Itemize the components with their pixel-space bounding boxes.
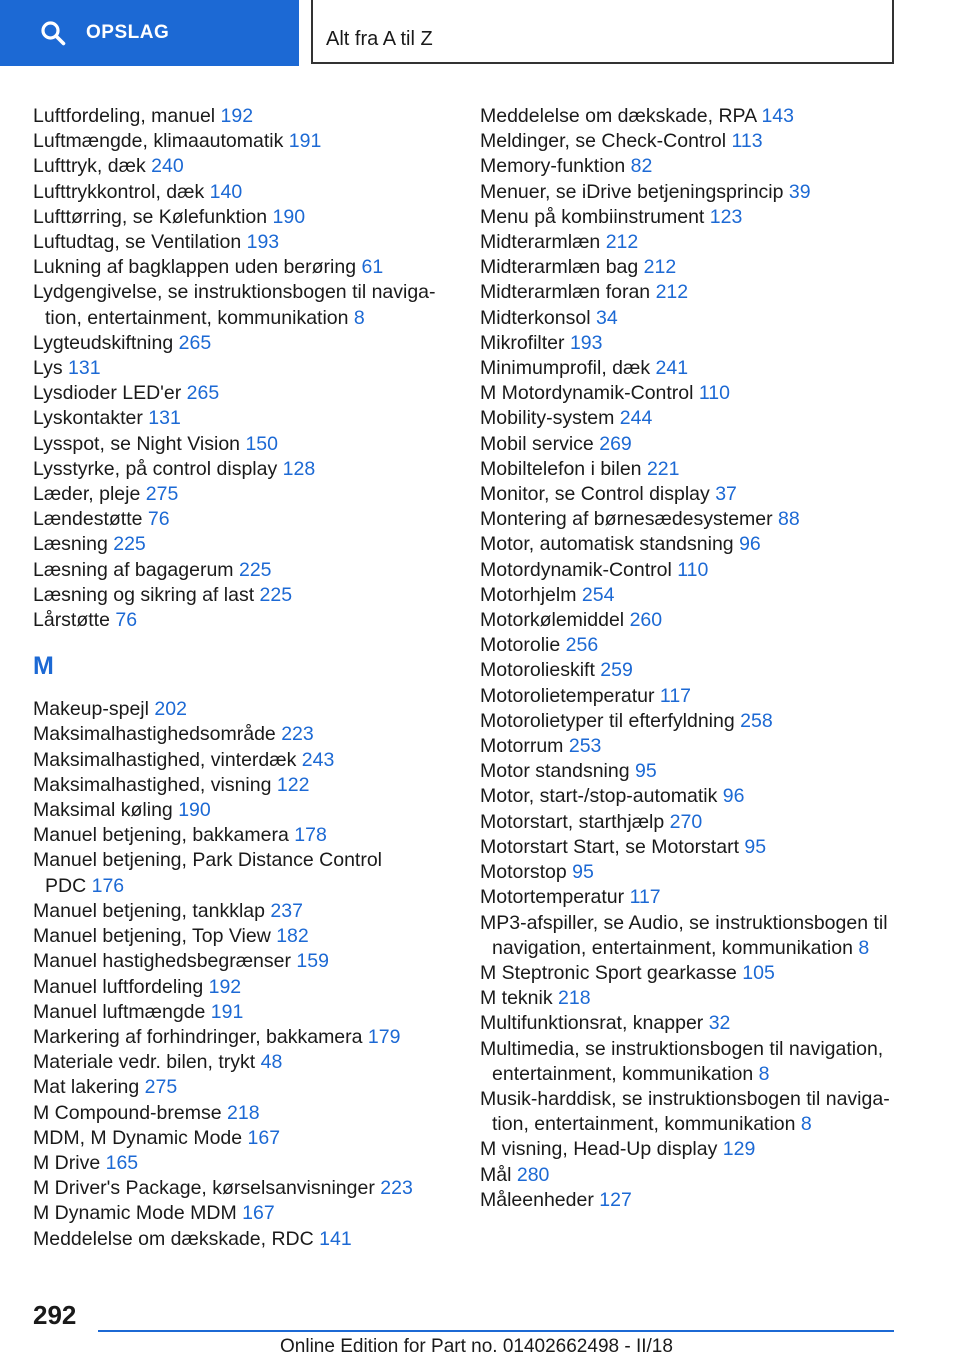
page-link[interactable]: 140 [209,180,243,203]
index-entry [33,608,453,633]
entry-text: Monitor, se Control display [480,483,710,506]
entry-text: Motor standsning [480,760,630,783]
index-entry [480,684,925,709]
entry-text: Motorstop [480,861,567,884]
entry-text: Læsning af bagagerum [33,558,234,581]
page-link[interactable]: 270 [669,810,703,833]
entry-text: Midterarmlæn [480,231,601,254]
index-entry [480,583,925,608]
entry-text: Lufttørring, se Kølefunktion [33,205,268,228]
page-link[interactable]: 48 [260,1051,283,1074]
page-link[interactable]: 129 [722,1138,756,1161]
index-entry [33,331,453,356]
page-link[interactable]: 223 [281,723,314,746]
index-entry [480,507,925,532]
entry-text: Mikrofilter [480,331,565,354]
page-link[interactable]: 141 [319,1227,352,1250]
page-link[interactable]: 192 [208,975,242,998]
entry-text: Manuel betjening, Top View [33,925,271,948]
page-link[interactable]: 202 [154,698,187,721]
page-link[interactable]: 123 [709,205,743,228]
page-link[interactable]: 212 [643,256,677,279]
page-link[interactable]: 190 [272,205,306,228]
page-link[interactable]: 76 [147,508,170,531]
tab-label: OPSLAG [86,22,170,43]
index-entry [33,558,453,583]
index-entry [33,356,453,381]
index-entry [480,482,925,507]
entry-text: Motorkølemiddel [480,609,625,632]
page-link[interactable]: 96 [722,785,745,808]
entry-text: Motor, start-/stop-automatik [480,785,718,808]
entry-text: Motorstart Start, se Motorstart [480,835,739,858]
page-link[interactable]: 8 [800,1113,812,1136]
entry-text: M Steptronic Sport gearkasse [480,961,737,984]
entry-text: Manuel hastighedsbegrænser [33,950,291,973]
page-link[interactable]: 225 [113,533,146,556]
page-link[interactable]: 192 [220,105,254,127]
index-entry [33,1126,453,1151]
page-link[interactable]: 150 [245,432,278,455]
page-link[interactable]: 253 [568,735,602,758]
page-link[interactable]: 32 [708,1012,731,1035]
index-entry [480,911,925,961]
index-entry [480,860,925,885]
index-entry [33,482,453,507]
page-link[interactable]: 240 [151,155,184,178]
entry-text: Menuer, se iDrive betjeningsprincip [480,180,784,203]
index-entry [480,306,925,331]
entry-continuation-text: navigation, entertainment, kommunikation [492,936,853,959]
page-link[interactable]: 179 [367,1025,401,1048]
index-entry [33,798,453,823]
entry-text: Minimumprofil, dæk [480,357,651,380]
entry-text: Menu på kombiinstrument [480,205,705,228]
index-entry [33,924,453,949]
page-link[interactable]: 212 [655,281,689,304]
index-entry [33,848,453,898]
page-link[interactable]: 191 [288,130,322,153]
entry-text: Lændestøtte [33,508,143,531]
index-entry [33,154,453,179]
entry-text: Meddelelse om dækskade, RDC [33,1227,314,1250]
entry-text: M Dynamic Mode MDM [33,1202,237,1225]
entry-continuation-text: entertainment, kommunikation [492,1062,754,1085]
entry-text: Musik-harddisk, se instruktionsbogen til naviga- [480,1087,890,1110]
index-entry [33,1025,453,1050]
index-list-l [33,104,453,633]
index-entry [33,432,453,457]
page-link[interactable]: 8 [858,936,870,959]
page-link[interactable]: 143 [761,105,794,127]
entry-text: Motor, automatisk standsning [480,533,734,556]
index-list-m-continued [480,104,925,1213]
index-entry [480,205,925,230]
index-entry [33,532,453,557]
entry-text: Læder, pleje [33,483,141,506]
page-link[interactable]: 237 [270,899,303,922]
page-link[interactable]: 88 [778,508,800,531]
page-link[interactable]: 95 [744,835,767,858]
index-column-right [480,104,925,1213]
page-link[interactable]: 167 [242,1202,275,1225]
index-entry [480,810,925,835]
index-entry [480,759,925,784]
index-entry [33,230,453,255]
entry-text: Montering af børnesædesystemer [480,508,773,531]
page-link[interactable]: 131 [148,407,181,430]
index-column-left [33,104,453,1252]
entry-text: Motordynamik-Control [480,558,672,581]
entry-text: Lys [33,357,63,380]
entry-text: MP3-afspiller, se Audio, se instruktionsbogen til [480,911,888,934]
entry-continuation [480,936,925,961]
index-entry [480,633,925,658]
page-link[interactable]: 127 [599,1188,632,1211]
page-link[interactable]: 182 [276,925,309,948]
page-link[interactable]: 178 [294,824,327,847]
index-entry [33,748,453,773]
entry-continuation [33,874,453,899]
index-entry [480,1188,925,1213]
entry-text: M Driver's Package, kørselsanvisninger [33,1177,375,1200]
page-link[interactable]: 34 [595,306,618,329]
page-link[interactable]: 193 [569,331,603,354]
index-entry [480,129,925,154]
index-entry [33,406,453,431]
index-entry [33,381,453,406]
index-entry [480,558,925,583]
page-link[interactable]: 82 [630,155,653,178]
entry-continuation-text: tion, entertainment, kommunikation [45,306,349,329]
page-link[interactable]: 275 [145,483,179,506]
index-entry [33,507,453,532]
entry-text: M Drive [33,1151,101,1174]
page-link[interactable]: 113 [731,130,763,153]
entry-text: Multifunktionsrat, knapper [480,1012,704,1035]
page-link[interactable]: 256 [565,634,599,657]
index-entry [33,949,453,974]
entry-text: Motorolie [480,634,561,657]
index-entry [33,773,453,798]
entry-text: Motorrum [480,735,564,758]
page-link[interactable]: 176 [91,874,125,897]
index-entry [33,280,453,330]
index-entry [480,381,925,406]
entry-text: Meldinger, se Check-Control [480,130,727,153]
index-entry [480,104,925,129]
entry-text: Lysspot, se Night Vision [33,432,241,455]
entry-text: Læsning [33,533,108,556]
page-link[interactable]: 218 [558,987,591,1010]
page-link[interactable]: 8 [353,306,365,329]
breadcrumb [311,0,894,64]
page-link[interactable]: 190 [178,799,211,822]
page-link[interactable]: 225 [259,583,293,606]
entry-text: Manuel luftmængde [33,1000,206,1023]
page-link[interactable]: 95 [572,861,594,884]
page-link[interactable]: 241 [655,357,689,380]
entry-text: Mobility-system [480,407,615,430]
entry-text: Lyskontakter [33,407,143,430]
entry-text: Multimedia, se instruktionsbogen til navigation, [480,1037,884,1060]
index-entry [480,406,925,431]
index-entry [33,1000,453,1025]
page-link[interactable]: 265 [178,331,212,354]
index-entry [33,1075,453,1100]
index-entry [480,1011,925,1036]
index-entry [480,885,925,910]
page-link[interactable]: 218 [227,1101,260,1124]
entry-continuation [480,1112,925,1137]
index-entry [33,975,453,1000]
index-entry [480,280,925,305]
entry-text: Motorolieskift [480,659,595,682]
page-link[interactable]: 37 [715,483,737,506]
page-link[interactable]: 96 [739,533,761,556]
page-link[interactable]: 280 [516,1163,550,1186]
page-link[interactable]: 221 [646,457,680,480]
page-link[interactable]: 159 [296,950,329,973]
entry-text: M Compound-bremse [33,1101,222,1124]
section-letter: M [33,652,54,681]
entry-text: Lydgengivelse, se instruktionsbogen til naviga- [33,281,436,304]
entry-text: Motorolietemperatur [480,684,655,707]
entry-text: Luftudtag, se Ventilation [33,231,242,254]
index-entry [33,205,453,230]
entry-text: Luftmængde, klimaautomatik [33,130,284,153]
page-link[interactable]: 243 [301,748,335,771]
entry-text: Lufttryk, dæk [33,155,146,178]
entry-text: M teknik [480,987,553,1010]
entry-text: Læsning og sikring af last [33,583,255,606]
page-link[interactable]: 39 [788,180,811,203]
index-entry [33,1101,453,1126]
entry-text: Meddelelse om dækskade, RPA [480,105,757,127]
page-link[interactable]: 8 [758,1062,770,1085]
index-entry [33,1050,453,1075]
entry-text: M Motordynamik-Control [480,382,694,405]
search-icon [40,20,66,46]
entry-text: Motorolietyper til efterfyldning [480,709,735,732]
footer-divider [98,1330,894,1332]
index-entry [480,734,925,759]
index-entry [33,104,453,129]
entry-text: Makeup-spejl [33,698,149,721]
entry-text: Maksimal køling [33,799,173,822]
entry-text: M visning, Head-Up display [480,1138,718,1161]
index-entry [480,255,925,280]
index-entry [33,899,453,924]
entry-continuation [480,1062,925,1087]
entry-text: Mat lakering [33,1076,140,1099]
index-entry [33,823,453,848]
index-entry [480,230,925,255]
entry-text: Maksimalhastighedsområde [33,723,276,746]
index-entry [33,697,453,722]
page-link[interactable]: 110 [677,558,709,581]
index-entry [480,608,925,633]
entry-text: Midterkonsol [480,306,591,329]
entry-continuation-text: PDC [45,874,87,897]
page-link[interactable]: 258 [740,709,773,732]
entry-text: Motortemperatur [480,886,625,909]
entry-continuation-text: tion, entertainment, kommunikation [492,1113,796,1136]
page-link[interactable]: 260 [629,609,663,632]
page-link[interactable]: 105 [742,961,775,984]
entry-text: Lysstyrke, på control display [33,457,278,480]
entry-text: MDM, M Dynamic Mode [33,1126,243,1149]
page-link[interactable]: 167 [247,1126,281,1149]
index-entry [480,1037,925,1087]
index-entry [480,356,925,381]
entry-text: Memory-funktion [480,155,626,178]
index-entry [480,658,925,683]
page-link[interactable]: 61 [361,256,384,279]
entry-text: Markering af forhindringer, bakkamera [33,1025,363,1048]
entry-text: Mobil service [480,432,594,455]
index-entry [33,583,453,608]
page-header [0,0,960,66]
index-entry [33,1201,453,1226]
index-entry [33,457,453,482]
page-link[interactable]: 122 [276,773,310,796]
index-entry [480,835,925,860]
entry-text: Midterarmlæn foran [480,281,651,304]
page-link[interactable]: 165 [105,1151,139,1174]
entry-text: Mobiltelefon i bilen [480,457,642,480]
page-link[interactable]: 269 [599,432,632,455]
entry-text: Maksimalhastighed, vinterdæk [33,748,297,771]
index-entry [480,986,925,1011]
lookup-tab[interactable] [0,0,299,66]
entry-text: Mål [480,1163,512,1186]
entry-text: Manuel betjening, bakkamera [33,824,289,847]
index-entry [480,457,925,482]
index-entry [33,722,453,747]
page-link[interactable]: 225 [238,558,272,581]
entry-text: Maksimalhastighed, visning [33,773,272,796]
page-link[interactable]: 131 [68,357,101,380]
page-link[interactable]: 117 [659,684,692,707]
index-entry [480,1163,925,1188]
edition-text: Online Edition for Part no. 01402662498 - II/18 [280,1336,673,1357]
index-list-m [33,697,453,1251]
entry-text: Midterarmlæn bag [480,256,639,279]
index-entry [33,129,453,154]
page-link[interactable]: 223 [380,1177,413,1200]
index-entry [480,180,925,205]
page-link[interactable]: 244 [619,407,653,430]
page-link[interactable]: 95 [635,760,657,783]
index-entry [480,432,925,457]
index-entry [33,180,453,205]
index-entry [480,961,925,986]
entry-text: Motorhjelm [480,583,577,606]
entry-text: Lufttrykkontrol, dæk [33,180,205,203]
entry-text: Luftfordeling, manuel [33,105,216,127]
page-link[interactable]: 128 [282,457,316,480]
entry-text: Materiale vedr. bilen, trykt [33,1051,256,1074]
entry-text: Lygteudskiftning [33,331,174,354]
entry-text: Lysdioder LED'er [33,382,182,405]
index-entry [33,255,453,280]
entry-text: Lårstøtte [33,609,110,632]
index-entry [480,784,925,809]
index-entry [33,1176,453,1201]
entry-text: Manuel luftfordeling [33,975,204,998]
index-entry [480,331,925,356]
index-entry [33,1227,453,1252]
entry-text: Manuel betjening, Park Distance Control [33,849,383,872]
entry-continuation [33,306,453,331]
page-number: 292 [33,1300,77,1330]
page-link[interactable]: 76 [115,609,138,632]
index-entry [480,1137,925,1162]
entry-text: Lukning af bagklappen uden berøring [33,256,357,279]
index-entry [33,1151,453,1176]
index-entry [480,532,925,557]
index-entry [480,154,925,179]
entry-text: Måleenheder [480,1188,594,1211]
page-link[interactable]: 275 [144,1076,178,1099]
page-link[interactable]: 259 [600,659,633,682]
page-link[interactable]: 110 [698,382,730,405]
page-link[interactable]: 212 [605,231,639,254]
index-entry [480,709,925,734]
page-link[interactable]: 191 [210,1000,244,1023]
index-entry [480,1087,925,1137]
breadcrumb-title: Alt fra A til Z [326,28,433,50]
page-link[interactable]: 117 [629,886,661,909]
page-link[interactable]: 265 [186,382,220,405]
page-link[interactable]: 193 [246,231,280,254]
entry-text: Manuel betjening, tankklap [33,899,265,922]
page-link[interactable]: 254 [581,583,615,606]
entry-text: Motorstart, starthjælp [480,810,665,833]
